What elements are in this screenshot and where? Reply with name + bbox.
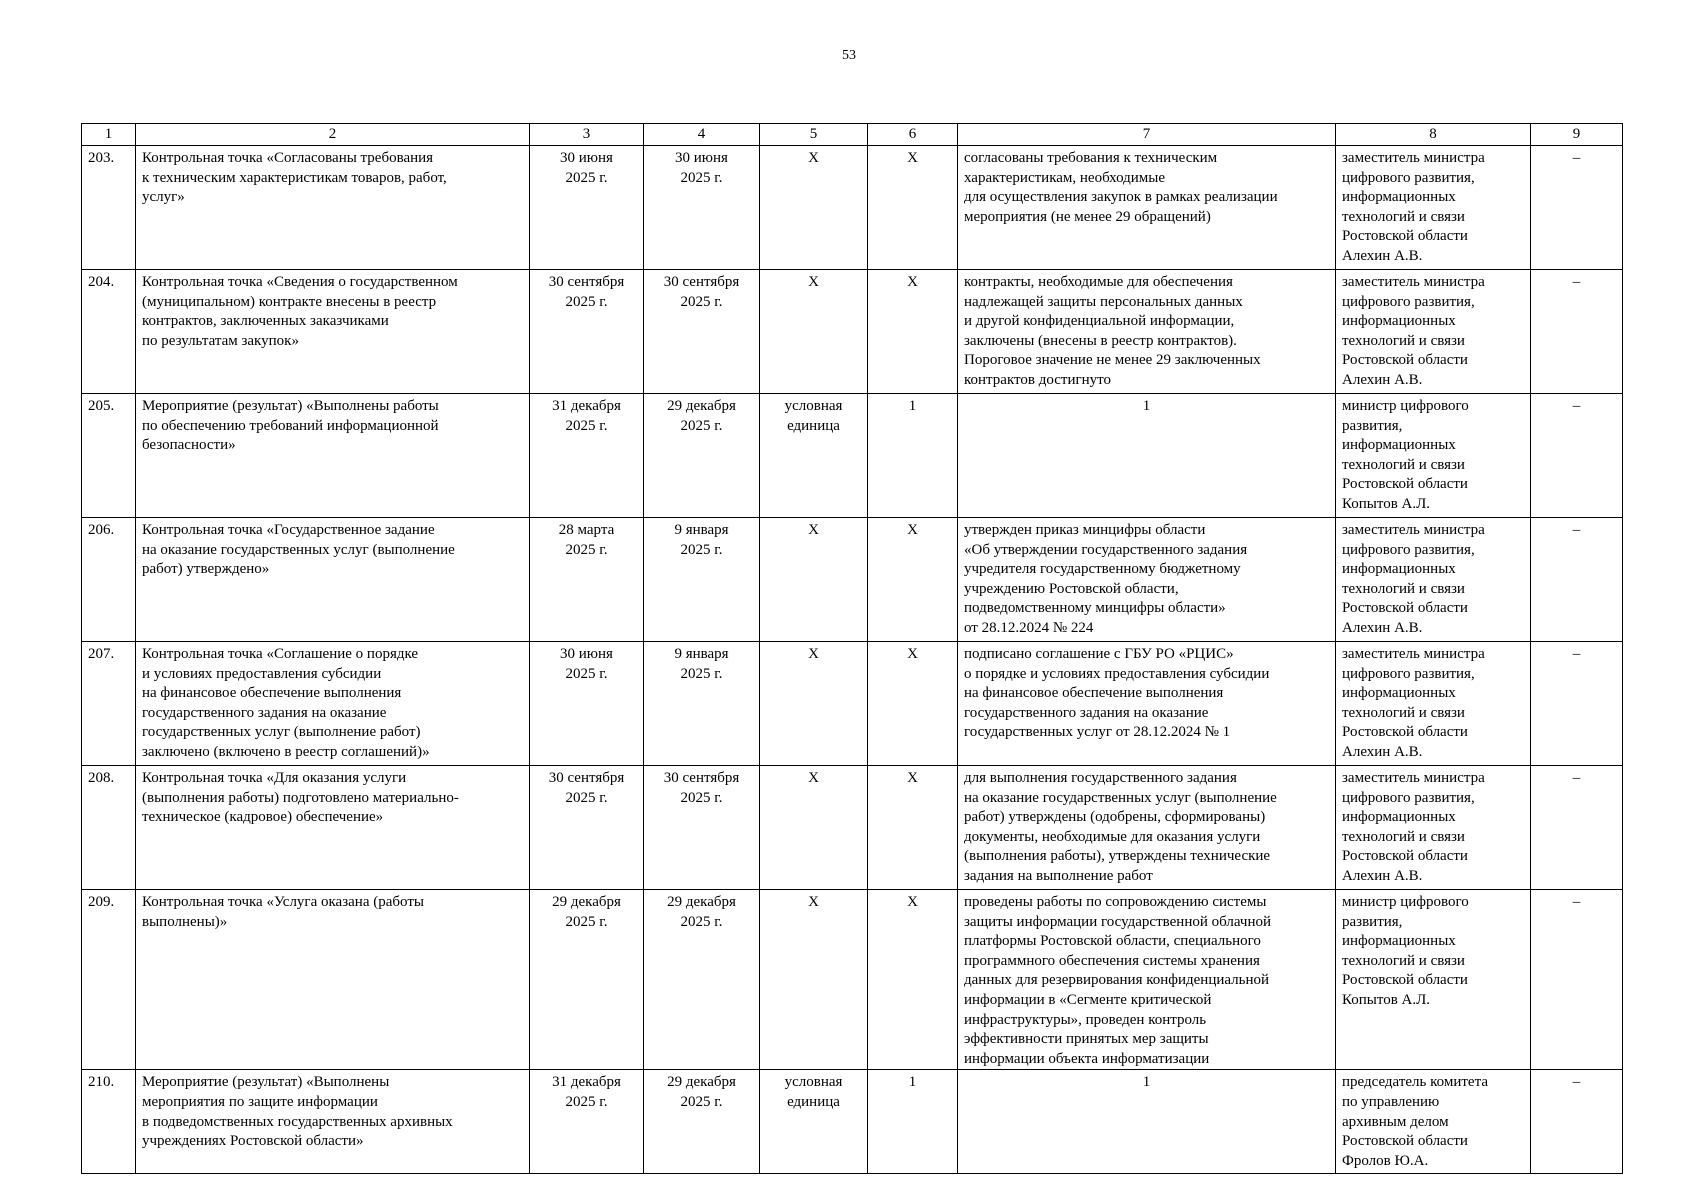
table-row [82,642,1623,766]
result-cell: утвержден приказ минцифры области «Об утверждении государственного задания учредителя государственному бюджетному учреждению Ростовской области, подведомственному минцифры области» от 28.12.2024 № 224 [958,518,1336,642]
unit-cell: Х [760,766,868,890]
note-cell: – [1531,270,1623,394]
result-cell: согласованы требования к техническим характеристикам, необходимые для осуществления закупок в рамках реализации мероприятия (не менее 29 обращений) [958,146,1336,270]
responsible-cell: министр цифрового развития, информационных технологий и связи Ростовской области Копытов А.Л. [1336,890,1531,1070]
responsible-cell: заместитель министра цифрового развития, информационных технологий и связи Ростовской области Алехин А.В. [1336,146,1531,270]
event-name: Контрольная точка «Сведения о государственном (муниципальном) контракте внесены в реестр контрактов, заключенных заказчиками по результатам закупок» [136,270,530,394]
row-number: 210. [82,1070,136,1174]
note-cell: – [1531,394,1623,518]
unit-cell: условная единица [760,394,868,518]
column-header-5: 5 [760,124,868,146]
actual-date: 30 сентября 2025 г. [644,270,760,394]
column-header-6: 6 [868,124,958,146]
column-header-4: 4 [644,124,760,146]
column-header-9: 9 [1531,124,1623,146]
table-row [82,146,1623,270]
value-cell: 1 [868,1070,958,1174]
result-cell: проведены работы по сопровождению системы защиты информации государственной облачной платформы Ростовской области, специального программного обеспечения системы хранения данных для резервирования конфиденциальной информации в «Сегменте критической инфраструктуры», проведен контроль эффективности принятых мер защиты информации объекта информатизации [958,890,1336,1070]
unit-cell: Х [760,518,868,642]
result-cell: для выполнения государственного задания на оказание государственных услуг (выполнение работ) утверждены (одобрены, сформированы) документы, необходимые для оказания услуги (выполнения работы), утверждены технические задания на выполнение работ [958,766,1336,890]
actual-date: 29 декабря 2025 г. [644,1070,760,1174]
responsible-cell: заместитель министра цифрового развития, информационных технологий и связи Ростовской области Алехин А.В. [1336,518,1531,642]
actual-date: 29 декабря 2025 г. [644,394,760,518]
event-name: Контрольная точка «Соглашение о порядке и условиях предоставления субсидии на финансовое обеспечение выполнения государственного задания на оказание государственных услуг (выполнение работ) заключено (включено в реестр соглашений)» [136,642,530,766]
report-table [81,123,1623,1174]
result-cell: подписано соглашение с ГБУ РО «РЦИС» о порядке и условиях предоставления субсидии на финансовое обеспечение выполнения государственного задания на оказание государственных услуг от 28.12.2024 № 1 [958,642,1336,766]
column-header-3: 3 [530,124,644,146]
event-name: Контрольная точка «Государственное задание на оказание государственных услуг (выполнение работ) утверждено» [136,518,530,642]
unit-cell: Х [760,146,868,270]
value-cell: Х [868,642,958,766]
note-cell: – [1531,518,1623,642]
unit-cell: Х [760,270,868,394]
header-row [82,124,1623,146]
unit-cell: Х [760,642,868,766]
actual-date: 9 января 2025 г. [644,642,760,766]
actual-date: 30 июня 2025 г. [644,146,760,270]
planned-date: 31 декабря 2025 г. [530,394,644,518]
value-cell: Х [868,890,958,1070]
planned-date: 30 июня 2025 г. [530,146,644,270]
note-cell: – [1531,642,1623,766]
event-name: Мероприятие (результат) «Выполнены мероприятия по защите информации в подведомственных государственных архивных учреждениях Ростовской области» [136,1070,530,1174]
row-number: 209. [82,890,136,1070]
value-cell: Х [868,146,958,270]
result-cell: 1 [958,1070,1336,1174]
value-cell: Х [868,766,958,890]
event-name: Контрольная точка «Для оказания услуги (выполнения работы) подготовлено материально- техническое (кадровое) обеспечение» [136,766,530,890]
event-name: Контрольная точка «Согласованы требования к техническим характеристикам товаров, работ, услуг» [136,146,530,270]
planned-date: 30 сентября 2025 г. [530,766,644,890]
result-cell: 1 [958,394,1336,518]
unit-cell: условная единица [760,1070,868,1174]
planned-date: 30 июня 2025 г. [530,642,644,766]
table-row [82,1070,1623,1174]
responsible-cell: министр цифрового развития, информационных технологий и связи Ростовской области Копытов А.Л. [1336,394,1531,518]
column-header-1: 1 [82,124,136,146]
planned-date: 28 марта 2025 г. [530,518,644,642]
table-row [82,766,1623,890]
result-cell: контракты, необходимые для обеспечения надлежащей защиты персональных данных и другой конфиденциальной информации, заключены (внесены в реестр контрактов). Пороговое значение не менее 29 заключенных контрактов достигнуто [958,270,1336,394]
responsible-cell: заместитель министра цифрового развития, информационных технологий и связи Ростовской области Алехин А.В. [1336,766,1531,890]
planned-date: 30 сентября 2025 г. [530,270,644,394]
column-header-8: 8 [1336,124,1531,146]
column-header-7: 7 [958,124,1336,146]
row-number: 206. [82,518,136,642]
row-number: 205. [82,394,136,518]
table-row [82,394,1623,518]
note-cell: – [1531,890,1623,1070]
page-number: 53 [842,48,856,63]
value-cell: Х [868,518,958,642]
table-row [82,270,1623,394]
row-number: 207. [82,642,136,766]
event-name: Мероприятие (результат) «Выполнены работы по обеспечению требований информационной безопасности» [136,394,530,518]
note-cell: – [1531,146,1623,270]
row-number: 208. [82,766,136,890]
row-number: 203. [82,146,136,270]
unit-cell: Х [760,890,868,1070]
actual-date: 9 января 2025 г. [644,518,760,642]
planned-date: 29 декабря 2025 г. [530,890,644,1070]
responsible-cell: заместитель министра цифрового развития, информационных технологий и связи Ростовской области Алехин А.В. [1336,270,1531,394]
note-cell: – [1531,766,1623,890]
note-cell: – [1531,1070,1623,1174]
responsible-cell: председатель комитета по управлению архивным делом Ростовской области Фролов Ю.А. [1336,1070,1531,1174]
value-cell: Х [868,270,958,394]
responsible-cell: заместитель министра цифрового развития, информационных технологий и связи Ростовской области Алехин А.В. [1336,642,1531,766]
table-row [82,890,1623,1070]
actual-date: 29 декабря 2025 г. [644,890,760,1070]
event-name: Контрольная точка «Услуга оказана (работы выполнены)» [136,890,530,1070]
row-number: 204. [82,270,136,394]
table-row [82,518,1623,642]
value-cell: 1 [868,394,958,518]
actual-date: 30 сентября 2025 г. [644,766,760,890]
column-header-2: 2 [136,124,530,146]
planned-date: 31 декабря 2025 г. [530,1070,644,1174]
